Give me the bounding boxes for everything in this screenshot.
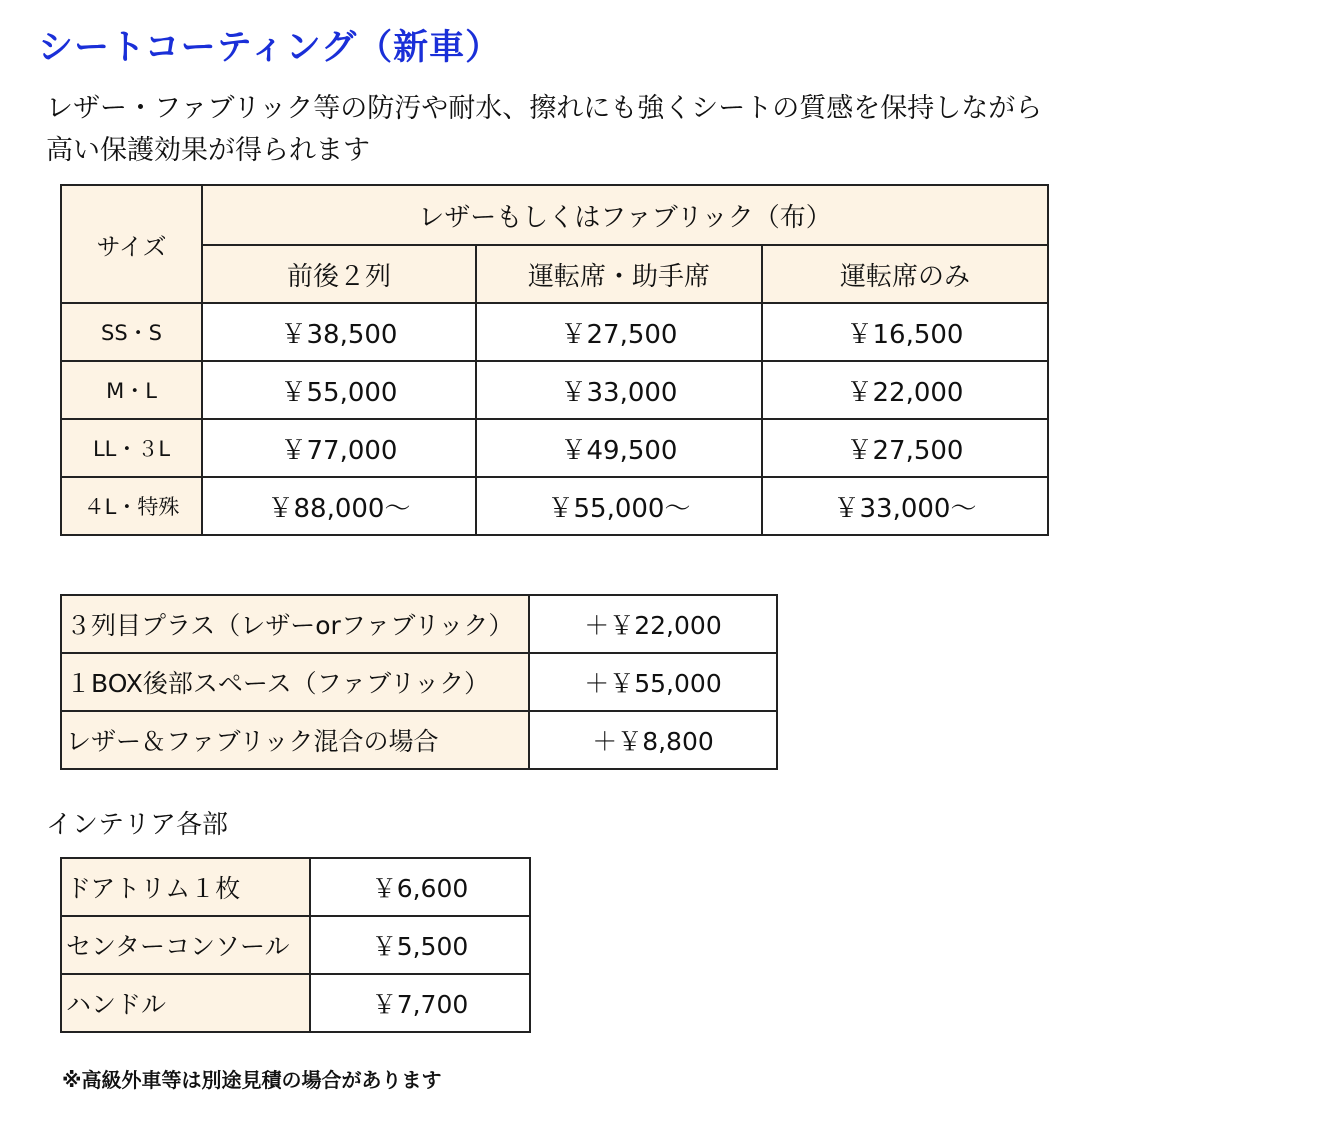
description-line-1: レザー・ファブリック等の防汚や耐水、擦れにも強くシートの質感を保持しながら [46,93,1043,124]
price-cell: ￥55,000 [202,361,476,419]
option-table [60,594,778,770]
option-row [61,653,777,711]
option-row [61,711,777,769]
interior-row [61,916,530,974]
interior-price: ￥5,500 [310,916,530,974]
option-price: ＋￥22,000 [529,595,777,653]
interior-row [61,858,530,916]
footnote: ※高級外車等は別途見積の場合があります [62,1068,442,1092]
interior-price: ￥6,600 [310,858,530,916]
column-header-front-rear: 前後２列 [202,245,476,303]
table-row [61,477,1048,535]
price-cell: ￥27,500 [476,303,762,361]
table-row [61,361,1048,419]
price-cell: ￥27,500 [762,419,1048,477]
price-cell: ￥77,000 [202,419,476,477]
size-cell: SS・S [61,303,202,361]
size-cell: ４L・特殊 [61,477,202,535]
column-header-driver-only: 運転席のみ [762,245,1048,303]
page-title: シートコーティング（新車） [38,28,502,68]
table-row [61,303,1048,361]
option-price: ＋￥55,000 [529,653,777,711]
price-cell: ￥49,500 [476,419,762,477]
interior-row [61,974,530,1032]
description-line-2: 高い保護効果が得られます [46,135,370,166]
price-cell: ￥88,000〜 [202,477,476,535]
material-group-header: レザーもしくはファブリック（布） [202,185,1048,245]
option-label: レザー＆ファブリック混合の場合 [61,711,529,769]
table-subheader-row [61,245,1048,303]
table-header-row [61,185,1048,245]
option-label: ３列目プラス（レザーorファブリック） [61,595,529,653]
option-label: １BOX後部スペース（ファブリック） [61,653,529,711]
interior-section-title: インテリア各部 [46,810,229,840]
price-cell: ￥16,500 [762,303,1048,361]
option-price: ＋￥8,800 [529,711,777,769]
size-cell: M・L [61,361,202,419]
table-row [61,419,1048,477]
interior-label: センターコンソール [61,916,310,974]
price-cell: ￥55,000〜 [476,477,762,535]
interior-table [60,857,531,1033]
price-table [60,184,1049,536]
description [46,88,1042,172]
price-cell: ￥22,000 [762,361,1048,419]
option-row [61,595,777,653]
price-cell: ￥38,500 [202,303,476,361]
price-cell: ￥33,000 [476,361,762,419]
interior-label: ドアトリム１枚 [61,858,310,916]
size-cell: LL・３L [61,419,202,477]
interior-label: ハンドル [61,974,310,1032]
interior-price: ￥7,700 [310,974,530,1032]
price-cell: ￥33,000〜 [762,477,1048,535]
column-header-driver-passenger: 運転席・助手席 [476,245,762,303]
size-header: サイズ [61,185,202,303]
